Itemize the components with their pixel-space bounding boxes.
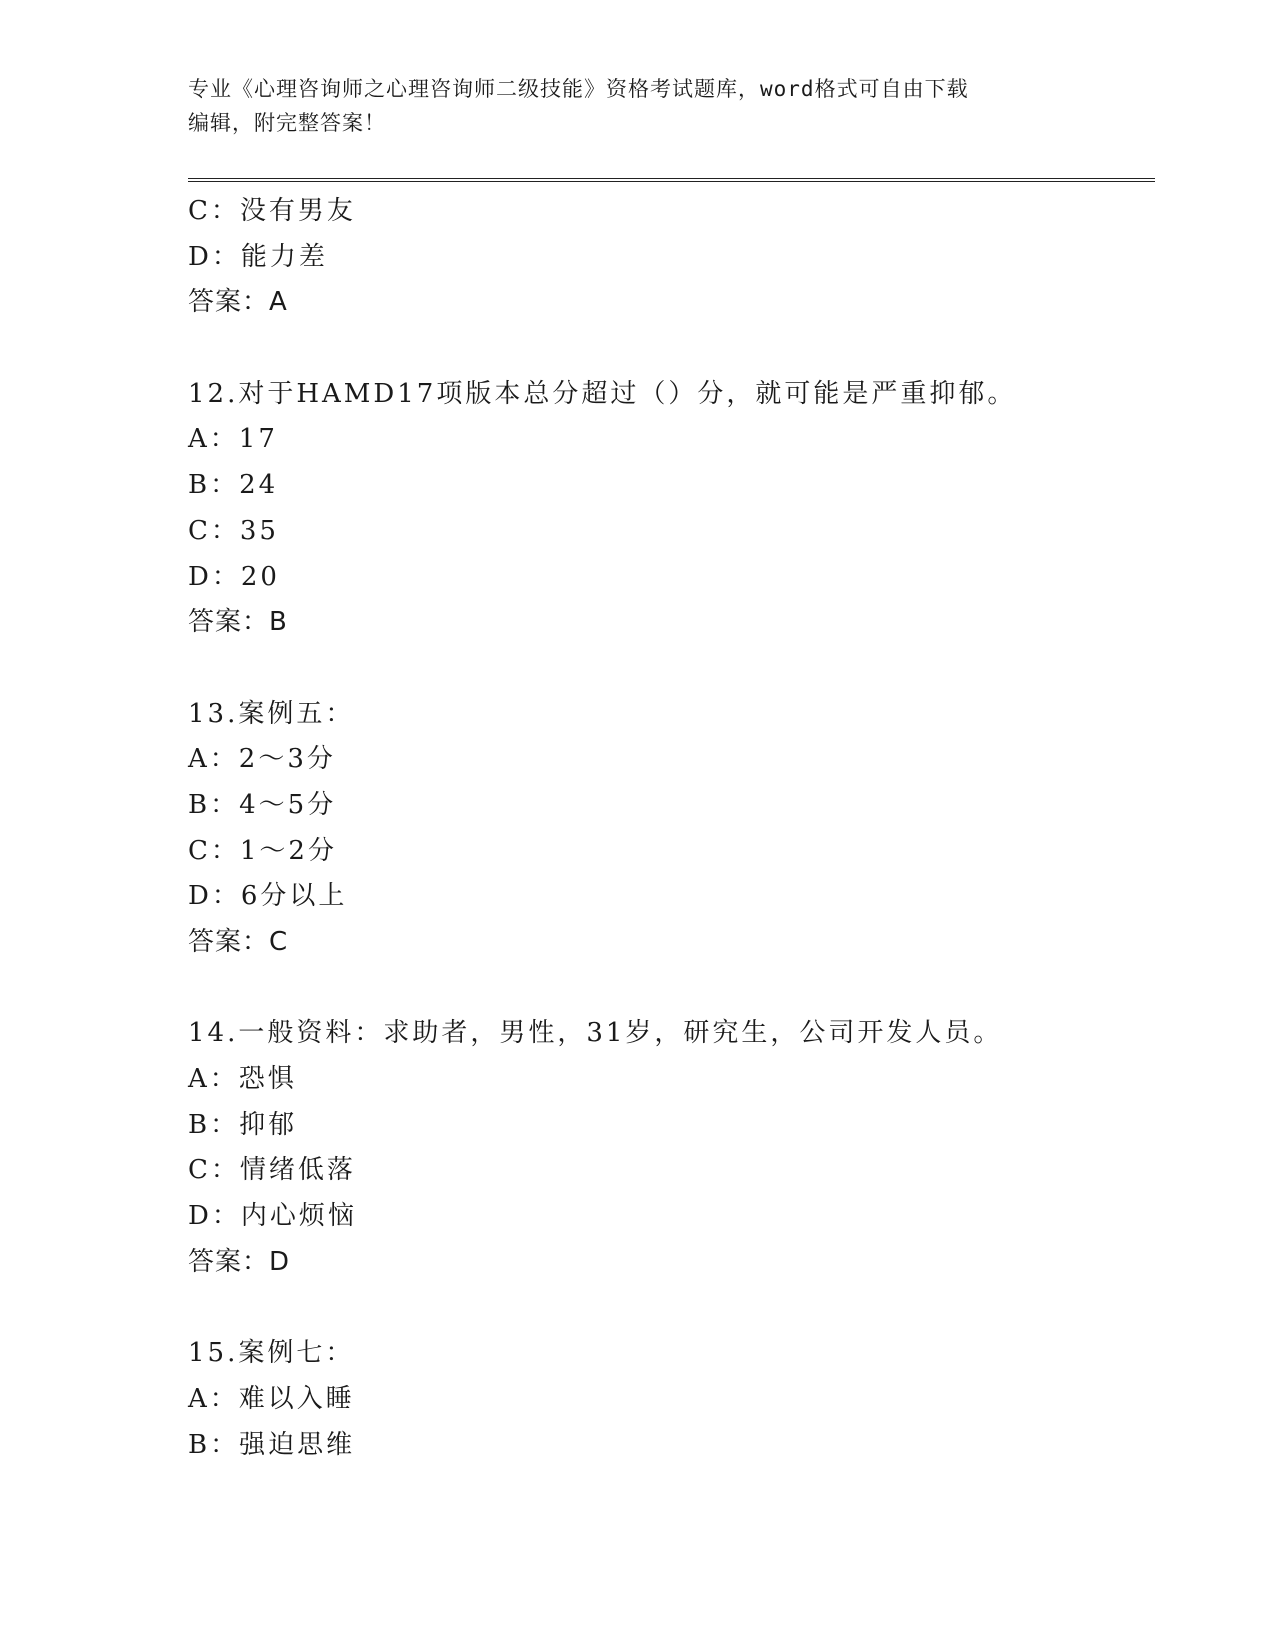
option-b: B：24 [188, 470, 279, 501]
option-d: D：内心烦恼 [188, 1201, 357, 1232]
option-a: A：恐惧 [188, 1064, 297, 1095]
question-11-continued [188, 189, 1148, 326]
option-d: D：6分以上 [188, 881, 348, 912]
answer-line: 答案：C [188, 927, 289, 957]
document-header [188, 72, 1068, 140]
spacer [188, 1286, 1148, 1332]
option-d: D：能力差 [188, 241, 328, 272]
spacer [188, 966, 1148, 1012]
question-stem: 12.对于HAMD17项版本总分超过（）分，就可能是严重抑郁。 [188, 378, 1017, 409]
question-15 [188, 1331, 1148, 1468]
option-c: C：35 [188, 515, 279, 546]
answer-line: 答案：A [188, 287, 288, 318]
question-14 [188, 1011, 1148, 1285]
option-b: B：强迫思维 [188, 1429, 356, 1460]
option-b: B：抑郁 [188, 1109, 298, 1140]
option-d: D：20 [188, 561, 280, 592]
question-stem: 15.案例七： [188, 1338, 355, 1369]
question-13 [188, 692, 1148, 966]
header-line-2: 编辑，附完整答案！ [188, 111, 386, 135]
option-a: A：难以入睡 [188, 1383, 355, 1414]
option-c: C：没有男友 [188, 196, 356, 226]
option-c: C：情绪低落 [188, 1155, 356, 1186]
option-a: A：2～3分 [188, 744, 336, 775]
spacer [188, 646, 1148, 692]
answer-line: 答案：B [188, 607, 288, 638]
question-12 [188, 372, 1148, 646]
option-b: B：4～5分 [188, 789, 337, 820]
header-divider [188, 178, 1155, 182]
header-line-1: 专业《心理咨询师之心理咨询师二级技能》资格考试题库，word格式可自由下载 [188, 77, 969, 101]
answer-line: 答案：D [188, 1246, 291, 1277]
question-stem: 14.一般资料：求助者，男性，31岁，研究生，公司开发人员。 [188, 1018, 1003, 1049]
spacer [188, 326, 1148, 372]
option-c: C：1～2分 [188, 835, 337, 866]
option-a: A：17 [188, 424, 278, 455]
question-stem: 13.案例五： [188, 698, 355, 729]
question-list [188, 189, 1148, 1468]
